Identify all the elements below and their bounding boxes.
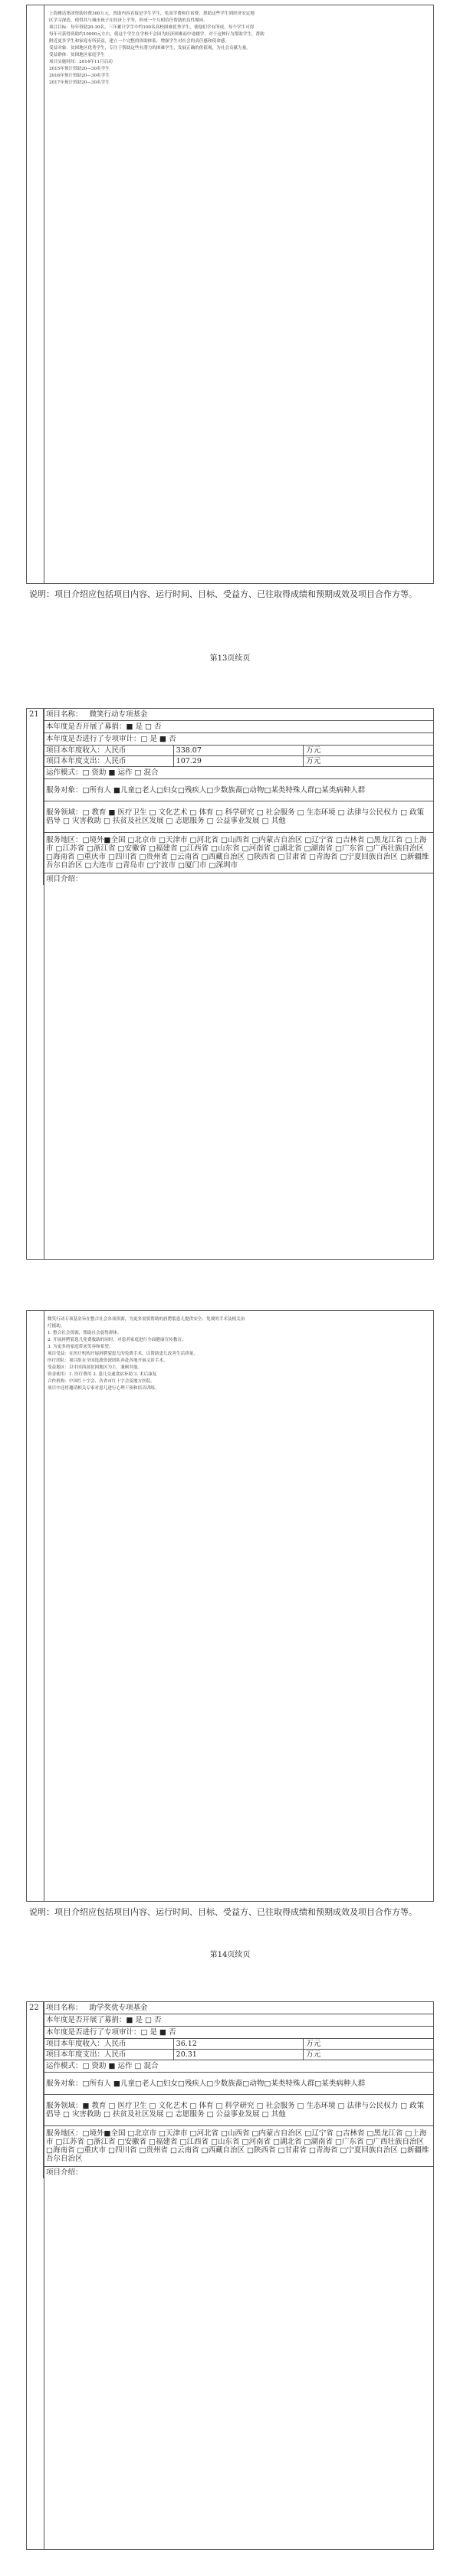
intro-row: 项目介绍： [44, 873, 434, 886]
page-3-frame [26, 1310, 434, 1902]
body-line: 项目实施时间：2014年11月启动 [49, 60, 113, 64]
body-line: 疗援助。 [48, 1324, 65, 1329]
body-line: 合作机构：中国红十字会、各省市红十字会及地方医院。 [48, 1379, 155, 1384]
body-line: 2015年预计资助20—30名学生 [49, 67, 110, 71]
table-row [44, 2039, 434, 2050]
table-row [44, 873, 434, 886]
expense-unit: 万元 [304, 2050, 434, 2060]
page-3 [0, 1303, 460, 1961]
operation-mode-row: 运作模式：□ 资助 ■ 运作 □ 混合 [44, 2060, 434, 2073]
income-unit: 万元 [304, 746, 434, 756]
table-row [44, 833, 434, 873]
table-row [44, 721, 434, 733]
body-line: 项目目标：每年资助20-30名，三年累计学生中约100名高校困难优秀学生，使他们学有所成，每个学生可得 [49, 25, 255, 30]
fundraising-row: 本年度是否开展了募捐：■ 是 □ 否 [44, 721, 434, 733]
expense-unit: 万元 [304, 756, 434, 767]
body-line: 资金使用：1. 医疗费用 2. 患儿交通食宿补助 3. 术后康复 [48, 1372, 157, 1377]
audit-row: 本年度是否进行了专项审计：□ 是 ■ 否 [44, 2027, 434, 2039]
operation-mode-row: 运作模式：□ 资助 ■ 运作 □ 混合 [44, 767, 434, 779]
table-row [44, 2060, 434, 2073]
table-row [44, 2073, 434, 2095]
body-line: 附近更多学生和家庭有所获益，建立一个完整的资助体系，增强学生对社会的责任感和使命感。 [49, 39, 229, 44]
seq-column [27, 5, 44, 583]
body-line: 每年可获得资助约10000元左右，使这个学生在学校不会因为经济困难而中途辍学，对于这种行为帮助学生，帮助 [49, 32, 264, 37]
table-row [44, 733, 434, 746]
expense-label: 项目本年度支出：人民币 [44, 2050, 174, 2060]
table-row [44, 801, 434, 833]
body-line: 受益对象：贫困地区优秀学生，专注于帮助这些有潜力的困难学生，发展正确的价值观，为社会贡献力量。 [49, 46, 251, 51]
service-region-row: 服务地区：□境外■全国 □北京市 □天津市 □河北省 □山西省 □内蒙古自治区 □辽宁省 □吉林省 □黑龙江省 □上海市 □江苏省 □浙江省 □安徽省 □福建省 □江西省 □山东省 □河南省 □湖北省 □湖南省 □广东省 □广西壮族自治区 □海南省 □重庆市 □四川省 □贵州省 □云南省 □西藏自治区 □陕西省 □甘肃省 □青海省 □宁夏回族自治区 □新疆维吾尔自治区 [44, 2126, 434, 2167]
body-line: 上海雅达集团资助经费300万元，资助内容直接是学生学生，免高学费和住宿费，帮助这些学生到经济安定地 [49, 11, 255, 16]
body-line: 项目中还将邀请相关专家对患儿进行心理干预和语音训练。 [48, 1386, 159, 1391]
page-4 [0, 1984, 460, 2576]
table-row [44, 2014, 434, 2027]
table-row [44, 779, 434, 801]
table-row [44, 2167, 434, 2179]
footnote: 说明：项目介绍应包括项目内容、运行时间、目标、受益方、已往取得成绩和预期成效及项目合作方等。 [29, 589, 417, 599]
audit-row: 本年度是否进行了专项审计：□ 是 ■ 否 [44, 733, 434, 746]
project-info-table [43, 2001, 434, 2178]
body-line: 2016年预计资助20—30名学生 [49, 74, 110, 78]
project-info-table [43, 708, 434, 885]
service-region-row: 服务地区：□境外■全国 □北京市 □天津市 □河北省 □山西省 □内蒙古自治区 □辽宁省 □吉林省 □黑龙江省 □上海市 □江苏省 □浙江省 □安徽省 □福建省 □江西省 □山东省 □河南省 □湖北省 □湖南省 □广东省 □广西壮族自治区 □海南省 □重庆市 □四川省 □贵州省 □云南省 □西藏自治区 □陕西省 □甘肃省 □青海省 □宁夏回族自治区 □新疆维吾尔自治区 □大连市 □青岛市 □宁波市 □厦门市 □深圳市 [44, 833, 434, 873]
body-line: 项目受益：在医疗机构开展唇腭裂患儿的免费手术，以帮助患儿改善生活质量。 [48, 1352, 198, 1356]
body-line: 区学习深造，使得其与城市孩子在经济上平等，形成一个互相信任帮助的良性循环。 [49, 18, 208, 23]
expense-value: 107.29 [173, 756, 304, 767]
body-line: 受益地区：以中国西部贫困地区为主，兼顾其他。 [48, 1365, 143, 1370]
body-line: 2. 开展唇腭裂患儿免费救助的同时，对患者家庭进行全面健康宣传教育。 [48, 1338, 186, 1342]
body-line: 受益群体：贫困地区家庭学生 [49, 53, 105, 57]
income-unit: 万元 [304, 2039, 434, 2050]
project-name: 微笑行动专项基金 [89, 710, 148, 719]
page-number: 第14页续页 [209, 1951, 251, 1959]
page-number: 第13页续页 [209, 654, 251, 663]
table-row [44, 709, 434, 721]
project-name-label: 项目名称： [46, 2004, 83, 2012]
project-name-label: 项目名称： [46, 710, 83, 719]
service-target-row: 服务对象：□所有人 ■儿童□老人□妇女□残疾人□少数族裔□动物□某类特殊人群□某类病种人群 [44, 779, 434, 801]
body-line: 3. 为更多的家庭带来笑容和希望。 [48, 1345, 113, 1349]
expense-label: 项目本年度支出：人民币 [44, 756, 174, 767]
footnote: 说明：项目介绍应包括项目内容、运行时间、目标、受益方、已往取得成绩和预期成效及项目合作方等。 [29, 1907, 417, 1917]
table-row [44, 2126, 434, 2167]
expense-value: 20.31 [173, 2050, 304, 2060]
page-1 [0, 0, 460, 663]
income-label: 项目本年度收入：人民币 [44, 2039, 174, 2050]
sequence-number: 21 [29, 710, 39, 719]
table-row [44, 2027, 434, 2039]
sequence-number: 22 [29, 2004, 39, 2012]
seq-column [27, 1311, 44, 1901]
table-row [44, 2050, 434, 2060]
body-line: 微笑行动专项基金旨在整合社会各项资源，为更多需要帮助的唇腭裂患儿提供安全、免费的手术及相关治 [48, 1317, 245, 1322]
income-value: 36.12 [173, 2039, 304, 2050]
intro-row: 项目介绍： [44, 2167, 434, 2179]
table-row [44, 756, 434, 767]
service-field-row: 服务领域：■ 教育 □ 医疗卫生 □ 文化艺术 □ 体育 □ 科学研究 □ 社会服务 □ 生态环境 □ 法律与公民权力 □ 政策倡导 □ 灾害救助 □ 扶贫及社区发展 □ 志愿服务 □ 公益事业发展 □ 其他 [44, 2095, 434, 2126]
seq-column [27, 2002, 44, 2549]
income-label: 项目本年度收入：人民币 [44, 746, 174, 756]
seq-column [27, 709, 44, 1259]
income-value: 338.07 [173, 746, 304, 756]
service-field-row: 服务领域：□ 教育 ■ 医疗卫生 □ 文化艺术 □ 体育 □ 科学研究 □ 社会服务 □ 生态环境 □ 法律与公民权力 □ 政策倡导 □ 灾害救助 □ 扶贫及社区发展 □ 志愿服务 □ 公益事业发展 □ 其他 [44, 801, 434, 833]
table-row [44, 767, 434, 779]
body-line: 1. 整合社会资源，帮助社会弱势群体。 [48, 1331, 122, 1336]
table-row [44, 746, 434, 756]
page-2 [0, 690, 460, 1287]
project-name: 助学奖优专项基金 [89, 2004, 148, 2012]
page-1-frame [26, 5, 434, 584]
service-target-row: 服务对象：□所有人 ■儿童□老人□妇女□残疾人□少数族裔□动物□某类特殊人群□某类病种人群 [44, 2073, 434, 2095]
body-line: 医疗团队：项目组在全国选派资深团队奔赴各地开展义诊手术。 [48, 1358, 168, 1363]
table-row [44, 2002, 434, 2014]
table-row [44, 2095, 434, 2126]
body-line: 2017年预计资助20—30名学生 [49, 80, 110, 85]
fundraising-row: 本年度是否开展了募捐：■ 是 □ 否 [44, 2014, 434, 2027]
